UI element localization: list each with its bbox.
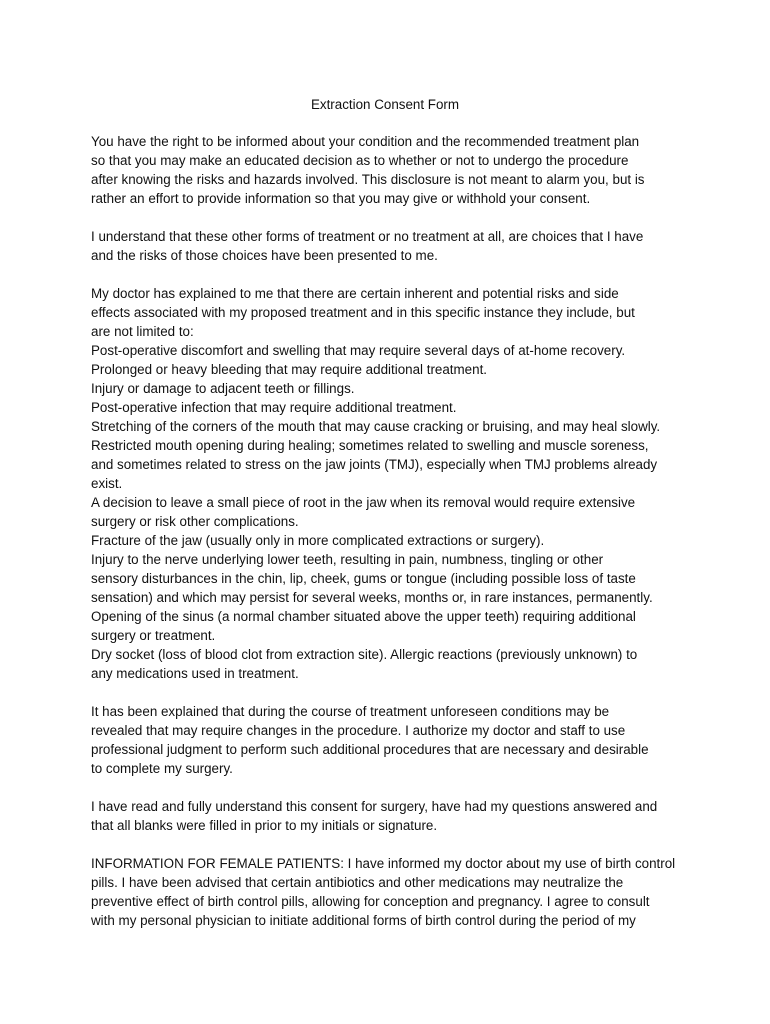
text-line: effects associated with my proposed treatment and in this specific instance they include, but (91, 305, 635, 320)
text-line: and the risks of those choices have been presented to me. (91, 248, 438, 263)
paragraph-acknowledgement (91, 797, 691, 835)
text-line: that all blanks were filled in prior to my initials or signature. (91, 818, 438, 833)
risk-item: A decision to leave a small piece of root in the jaw when its removal would require extensive (91, 495, 636, 510)
risk-item: Dry socket (loss of blood clot from extraction site). Allergic reactions (previously unknown) to (91, 647, 638, 662)
paragraph-risks (91, 284, 691, 683)
text-line: revealed that may require changes in the procedure. I authorize my doctor and staff to use (91, 723, 626, 738)
risk-item: Post-operative infection that may require additional treatment. (91, 400, 457, 415)
paragraph-alternatives (91, 227, 691, 265)
text-line: so that you may make an educated decision as to whether or not to undergo the procedure (91, 153, 629, 168)
risk-item: Post-operative discomfort and swelling that may require several days of at-home recovery. (91, 343, 626, 358)
text-line: after knowing the risks and hazards involved. This disclosure is not meant to alarm you, but is (91, 172, 645, 187)
document-title: Extraction Consent Form (310, 97, 460, 112)
risk-item: Stretching of the corners of the mouth that may cause cracking or bruising, and may heal slowly. (91, 419, 661, 434)
paragraph-spacer (91, 835, 691, 854)
paragraph-unforeseen-conditions (91, 702, 691, 778)
text-line: professional judgment to perform such additional procedures that are necessary and desirable (91, 742, 649, 757)
text-line: pills. I have been advised that certain antibiotics and other medications may neutralize the (91, 875, 624, 890)
risk-item: Injury or damage to adjacent teeth or fillings. (91, 381, 355, 396)
text-line: You have the right to be informed about your condition and the recommended treatment plan (91, 134, 640, 149)
risk-item: Prolonged or heavy bleeding that may require additional treatment. (91, 362, 488, 377)
risk-item: Fracture of the jaw (usually only in more complicated extractions or surgery). (91, 533, 545, 548)
paragraph-spacer (91, 265, 691, 284)
paragraph-rights (91, 132, 691, 208)
risk-item: any medications used in treatment. (91, 666, 299, 681)
paragraph-spacer (91, 778, 691, 797)
text-line: preventive effect of birth control pills, allowing for conception and pregnancy. I agree to consult (91, 894, 650, 909)
risk-item: Injury to the nerve underlying lower teeth, resulting in pain, numbness, tingling or other (91, 552, 604, 567)
text-line: INFORMATION FOR FEMALE PATIENTS: I have informed my doctor about my use of birth control (91, 856, 676, 871)
risk-item: and sometimes related to stress on the jaw joints (TMJ), especially when TMJ problems already (91, 457, 658, 472)
risk-item: surgery or risk other complications. (91, 514, 299, 529)
paragraph-spacer (91, 683, 691, 702)
risk-item: sensation) and which may persist for several weeks, months or, in rare instances, permanently. (91, 590, 653, 605)
risk-item: sensory disturbances in the chin, lip, cheek, gums or tongue (including possible loss of taste (91, 571, 636, 586)
text-line: with my personal physician to initiate additional forms of birth control during the period of my (91, 913, 636, 928)
paragraph-female-patients (91, 854, 691, 930)
text-line: My doctor has explained to me that there are certain inherent and potential risks and side (91, 286, 619, 301)
paragraph-spacer (91, 208, 691, 227)
text-line: to complete my surgery. (91, 761, 233, 776)
risk-item: Restricted mouth opening during healing; sometimes related to swelling and muscle soreness, (91, 438, 649, 453)
text-line: I have read and fully understand this consent for surgery, have had my questions answered and (91, 799, 658, 814)
risk-item: surgery or treatment. (91, 628, 216, 643)
risk-item: exist. (91, 476, 123, 491)
text-line: It has been explained that during the course of treatment unforeseen conditions may be (91, 704, 610, 719)
text-line: I understand that these other forms of treatment or no treatment at all, are choices that I have (91, 229, 644, 244)
risk-item: Opening of the sinus (a normal chamber situated above the upper teeth) requiring additional (91, 609, 636, 624)
text-line: rather an effort to provide information so that you may give or withhold your consent. (91, 191, 591, 206)
text-line: are not limited to: (91, 324, 194, 339)
document-body (91, 132, 691, 930)
